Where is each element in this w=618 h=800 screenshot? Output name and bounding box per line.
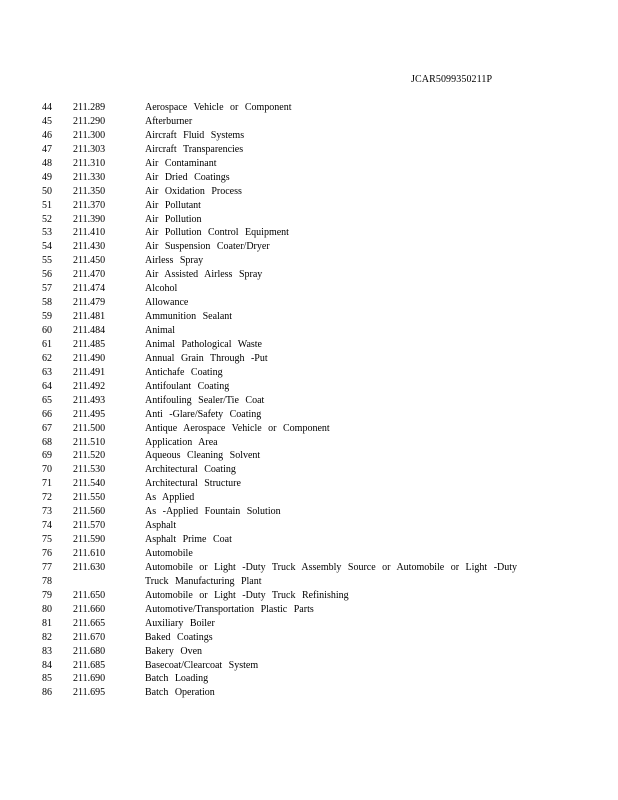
section-number: 211.520 bbox=[73, 450, 106, 462]
line-number: 59 bbox=[42, 311, 52, 323]
section-number: 211.490 bbox=[73, 352, 106, 364]
line-number: 55 bbox=[42, 255, 52, 267]
list-item bbox=[0, 199, 618, 213]
term-name: Asphalt bbox=[145, 520, 177, 532]
line-number: 66 bbox=[42, 408, 52, 420]
section-number: 211.630 bbox=[73, 561, 106, 573]
section-number: 211.484 bbox=[73, 325, 106, 336]
term-name: Aircraft Fluid Systems bbox=[145, 129, 245, 141]
section-number: 211.540 bbox=[73, 478, 106, 490]
term-name: Architectural Structure bbox=[145, 478, 241, 490]
list-item bbox=[0, 101, 618, 115]
line-number: 79 bbox=[42, 589, 52, 601]
list-item bbox=[0, 519, 618, 533]
section-number: 211.560 bbox=[73, 506, 106, 518]
list-item bbox=[0, 463, 618, 477]
line-number: 74 bbox=[42, 520, 52, 532]
line-number: 76 bbox=[42, 548, 52, 559]
list-item bbox=[0, 185, 618, 199]
term-name: Baked Coatings bbox=[145, 631, 213, 643]
section-number: 211.685 bbox=[73, 659, 106, 671]
list-item bbox=[0, 254, 618, 268]
line-number: 69 bbox=[42, 450, 52, 462]
term-name: Basecoat/Clearcoat System bbox=[145, 659, 259, 671]
line-number: 77 bbox=[42, 561, 52, 573]
list-item bbox=[0, 226, 618, 240]
line-number: 54 bbox=[42, 241, 52, 253]
definitions-list bbox=[0, 101, 618, 700]
list-item bbox=[0, 268, 618, 282]
section-number: 211.479 bbox=[73, 297, 106, 309]
term-name: Afterburner bbox=[145, 115, 193, 127]
line-number: 70 bbox=[42, 464, 52, 476]
list-item bbox=[0, 659, 618, 673]
term-name: Truck Manufacturing Plant bbox=[145, 575, 262, 587]
term-name: Animal Pathological Waste bbox=[145, 338, 262, 350]
line-number: 61 bbox=[42, 338, 52, 350]
line-number: 65 bbox=[42, 394, 52, 406]
line-number: 73 bbox=[42, 506, 52, 518]
term-name: Aerospace Vehicle or Component bbox=[145, 102, 292, 113]
term-name: Antifouling Sealer/Tie Coat bbox=[145, 394, 265, 406]
list-item bbox=[0, 129, 618, 143]
section-number: 211.660 bbox=[73, 603, 106, 615]
list-item bbox=[0, 631, 618, 645]
line-number: 78 bbox=[42, 575, 52, 587]
section-number: 211.474 bbox=[73, 283, 106, 295]
term-name: Airless Spray bbox=[145, 255, 204, 267]
section-number: 211.695 bbox=[73, 687, 106, 699]
section-number: 211.590 bbox=[73, 534, 106, 546]
list-item bbox=[0, 672, 618, 686]
section-number: 211.370 bbox=[73, 199, 106, 211]
line-number: 50 bbox=[42, 185, 52, 197]
line-number: 57 bbox=[42, 283, 52, 295]
line-number: 60 bbox=[42, 325, 52, 336]
section-number: 211.481 bbox=[73, 311, 106, 323]
list-item bbox=[0, 575, 618, 589]
list-item bbox=[0, 143, 618, 157]
line-number: 86 bbox=[42, 687, 52, 699]
section-number: 211.330 bbox=[73, 171, 106, 183]
term-name: Application Area bbox=[145, 436, 218, 448]
list-item bbox=[0, 617, 618, 631]
term-name: Annual Grain Through -Put bbox=[145, 352, 268, 364]
list-item bbox=[0, 380, 618, 394]
term-name: Air Contaminant bbox=[145, 157, 217, 169]
section-number: 211.300 bbox=[73, 129, 106, 141]
term-name: Animal bbox=[145, 325, 175, 336]
term-name: As Applied bbox=[145, 492, 195, 504]
list-item bbox=[0, 505, 618, 519]
line-number: 53 bbox=[42, 227, 52, 239]
line-number: 47 bbox=[42, 143, 52, 155]
term-name: Anti -Glare/Safety Coating bbox=[145, 408, 262, 420]
line-number: 45 bbox=[42, 115, 52, 127]
list-item bbox=[0, 686, 618, 700]
section-number: 211.450 bbox=[73, 255, 106, 267]
line-number: 48 bbox=[42, 157, 52, 169]
list-item bbox=[0, 115, 618, 129]
line-number: 63 bbox=[42, 366, 52, 378]
term-name: Auxiliary Boiler bbox=[145, 617, 215, 629]
term-name: Aircraft Transparencies bbox=[145, 143, 244, 155]
section-number: 211.430 bbox=[73, 241, 106, 253]
list-item bbox=[0, 645, 618, 659]
list-item bbox=[0, 310, 618, 324]
term-name: Air Pollutant bbox=[145, 199, 201, 211]
term-name: Automobile bbox=[145, 548, 193, 559]
term-name: Batch Loading bbox=[145, 673, 209, 685]
line-number: 81 bbox=[42, 617, 52, 629]
line-number: 71 bbox=[42, 478, 52, 490]
line-number: 52 bbox=[42, 213, 52, 225]
line-number: 75 bbox=[42, 534, 52, 546]
list-item bbox=[0, 157, 618, 171]
list-item bbox=[0, 324, 618, 338]
section-number: 211.310 bbox=[73, 157, 106, 169]
term-name: Alcohol bbox=[145, 283, 178, 295]
list-item bbox=[0, 408, 618, 422]
section-number: 211.493 bbox=[73, 394, 106, 406]
section-number: 211.303 bbox=[73, 143, 106, 155]
list-item bbox=[0, 213, 618, 227]
list-item bbox=[0, 422, 618, 436]
line-number: 67 bbox=[42, 422, 52, 434]
section-number: 211.485 bbox=[73, 338, 106, 350]
list-item bbox=[0, 561, 618, 575]
term-name: Batch Operation bbox=[145, 687, 215, 699]
section-number: 211.390 bbox=[73, 213, 106, 225]
term-name: Automotive/Transportation Plastic Parts bbox=[145, 603, 314, 615]
line-number: 58 bbox=[42, 297, 52, 309]
line-number: 80 bbox=[42, 603, 52, 615]
section-number: 211.289 bbox=[73, 102, 106, 113]
term-name: Air Assisted Airless Spray bbox=[145, 269, 263, 281]
list-item bbox=[0, 547, 618, 561]
line-number: 46 bbox=[42, 129, 52, 141]
list-item bbox=[0, 171, 618, 185]
section-number: 211.690 bbox=[73, 673, 106, 685]
term-name: Allowance bbox=[145, 297, 189, 309]
list-item bbox=[0, 352, 618, 366]
line-number: 68 bbox=[42, 436, 52, 448]
section-number: 211.470 bbox=[73, 269, 106, 281]
section-number: 211.680 bbox=[73, 645, 106, 657]
term-name: Aqueous Cleaning Solvent bbox=[145, 450, 261, 462]
list-item bbox=[0, 338, 618, 352]
line-number: 51 bbox=[42, 199, 52, 211]
term-name: As -Applied Fountain Solution bbox=[145, 506, 281, 518]
term-name: Air Suspension Coater/Dryer bbox=[145, 241, 270, 253]
term-name: Automobile or Light -Duty Truck Assembly Source or Automobile or Light -Duty bbox=[145, 561, 518, 573]
line-number: 83 bbox=[42, 645, 52, 657]
term-name: Air Pollution Control Equipment bbox=[145, 227, 289, 239]
term-name: Ammunition Sealant bbox=[145, 311, 233, 323]
line-number: 82 bbox=[42, 631, 52, 643]
list-item bbox=[0, 603, 618, 617]
term-name: Air Dried Coatings bbox=[145, 171, 230, 183]
term-name: Antichafe Coating bbox=[145, 366, 223, 378]
section-number: 211.290 bbox=[73, 115, 106, 127]
line-number: 84 bbox=[42, 659, 52, 671]
line-number: 85 bbox=[42, 673, 52, 685]
section-number: 211.550 bbox=[73, 492, 106, 504]
line-number: 56 bbox=[42, 269, 52, 281]
section-number: 211.491 bbox=[73, 366, 106, 378]
line-number: 62 bbox=[42, 352, 52, 364]
term-name: Air Oxidation Process bbox=[145, 185, 242, 197]
term-name: Asphalt Prime Coat bbox=[145, 534, 232, 546]
term-name: Bakery Oven bbox=[145, 645, 203, 657]
term-name: Automobile or Light -Duty Truck Refinishing bbox=[145, 589, 349, 601]
term-name: Air Pollution bbox=[145, 213, 202, 225]
line-number: 49 bbox=[42, 171, 52, 183]
section-number: 211.530 bbox=[73, 464, 106, 476]
list-item bbox=[0, 491, 618, 505]
section-number: 211.410 bbox=[73, 227, 106, 239]
list-item bbox=[0, 436, 618, 450]
line-number: 64 bbox=[42, 380, 52, 392]
section-number: 211.610 bbox=[73, 548, 106, 559]
term-name: Antique Aerospace Vehicle or Component bbox=[145, 422, 330, 434]
term-name: Antifoulant Coating bbox=[145, 380, 230, 392]
section-number: 211.665 bbox=[73, 617, 106, 629]
section-number: 211.500 bbox=[73, 422, 106, 434]
section-number: 211.570 bbox=[73, 520, 106, 532]
section-number: 211.492 bbox=[73, 380, 106, 392]
section-number: 211.650 bbox=[73, 589, 106, 601]
list-item bbox=[0, 240, 618, 254]
list-item bbox=[0, 282, 618, 296]
list-item bbox=[0, 449, 618, 463]
list-item bbox=[0, 589, 618, 603]
section-number: 211.510 bbox=[73, 436, 106, 448]
section-number: 211.495 bbox=[73, 408, 106, 420]
list-item bbox=[0, 477, 618, 491]
term-name: Architectural Coating bbox=[145, 464, 236, 476]
document-id: JCAR5099350211P bbox=[411, 74, 493, 85]
section-number: 211.350 bbox=[73, 185, 106, 197]
line-number: 72 bbox=[42, 492, 52, 504]
list-item bbox=[0, 394, 618, 408]
list-item bbox=[0, 533, 618, 547]
section-number: 211.670 bbox=[73, 631, 106, 643]
list-item bbox=[0, 366, 618, 380]
list-item bbox=[0, 296, 618, 310]
line-number: 44 bbox=[42, 102, 52, 113]
